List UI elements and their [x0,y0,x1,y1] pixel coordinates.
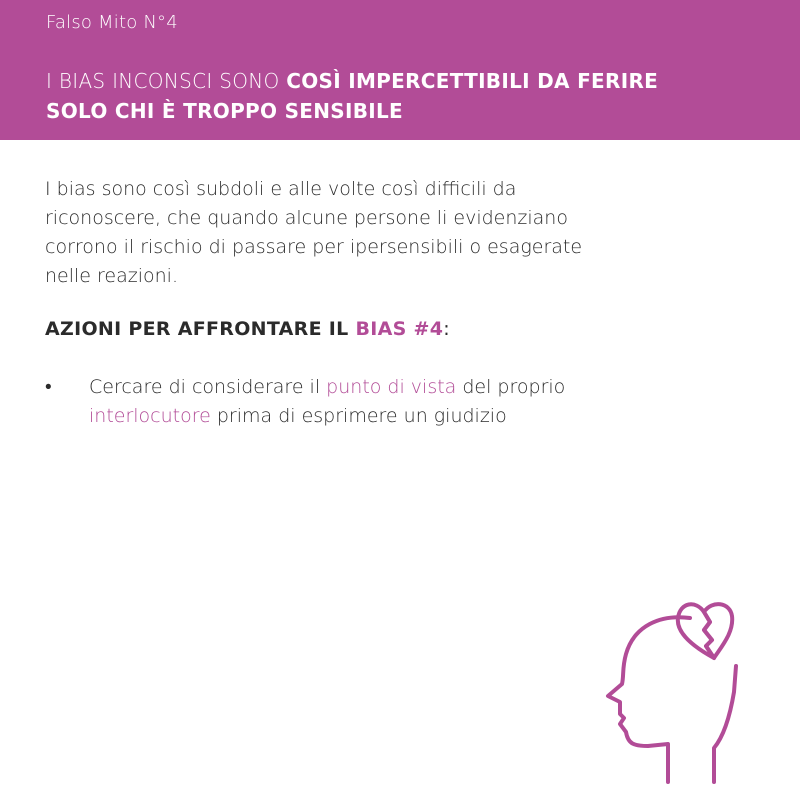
bullet-line-2 [89,402,765,431]
myth-title-line-2: SOLO CHI È TROPPO SENSIBILE [46,99,404,123]
actions-heading [45,318,450,340]
bullet-text-part: del proprio [456,376,566,398]
actions-heading-text: AZIONI PER AFFRONTARE IL [45,318,356,340]
bullet-line-1 [89,373,765,402]
bullet-accent-part: interlocutore [89,405,211,427]
myth-title [46,66,658,126]
bullet-text-part: Cercare di considerare il [89,376,327,398]
bullet-accent-part: punto di vista [326,376,457,398]
myth-number-label: Falso Mito N°4 [46,12,178,33]
bullet-text-part: prima di esprimere un giudizio [210,405,507,427]
myth-title-line-1 [46,66,658,96]
actions-heading-colon: : [443,318,450,340]
list-item [45,373,765,431]
description-line: riconoscere, che quando alcune persone li evidenziano [45,207,568,229]
myth-title-light-part: I BIAS INCONSCI SONO [46,69,287,93]
actions-list [45,373,765,431]
bullet-icon: • [45,376,52,398]
description-block [45,175,765,291]
header-banner [0,0,800,140]
actions-heading-accent: BIAS #4 [355,318,444,340]
head-with-broken-heart-icon [600,596,760,786]
description-line: corrono il rischio di passare per ipersensibili o esagerate [45,236,583,258]
myth-title-bold-part: COSÌ IMPERCETTIBILI DA FERIRE [286,69,659,93]
description-line: nelle reazioni. [45,265,178,287]
description-line: I bias sono così subdoli e alle volte così difficili da [45,178,517,200]
